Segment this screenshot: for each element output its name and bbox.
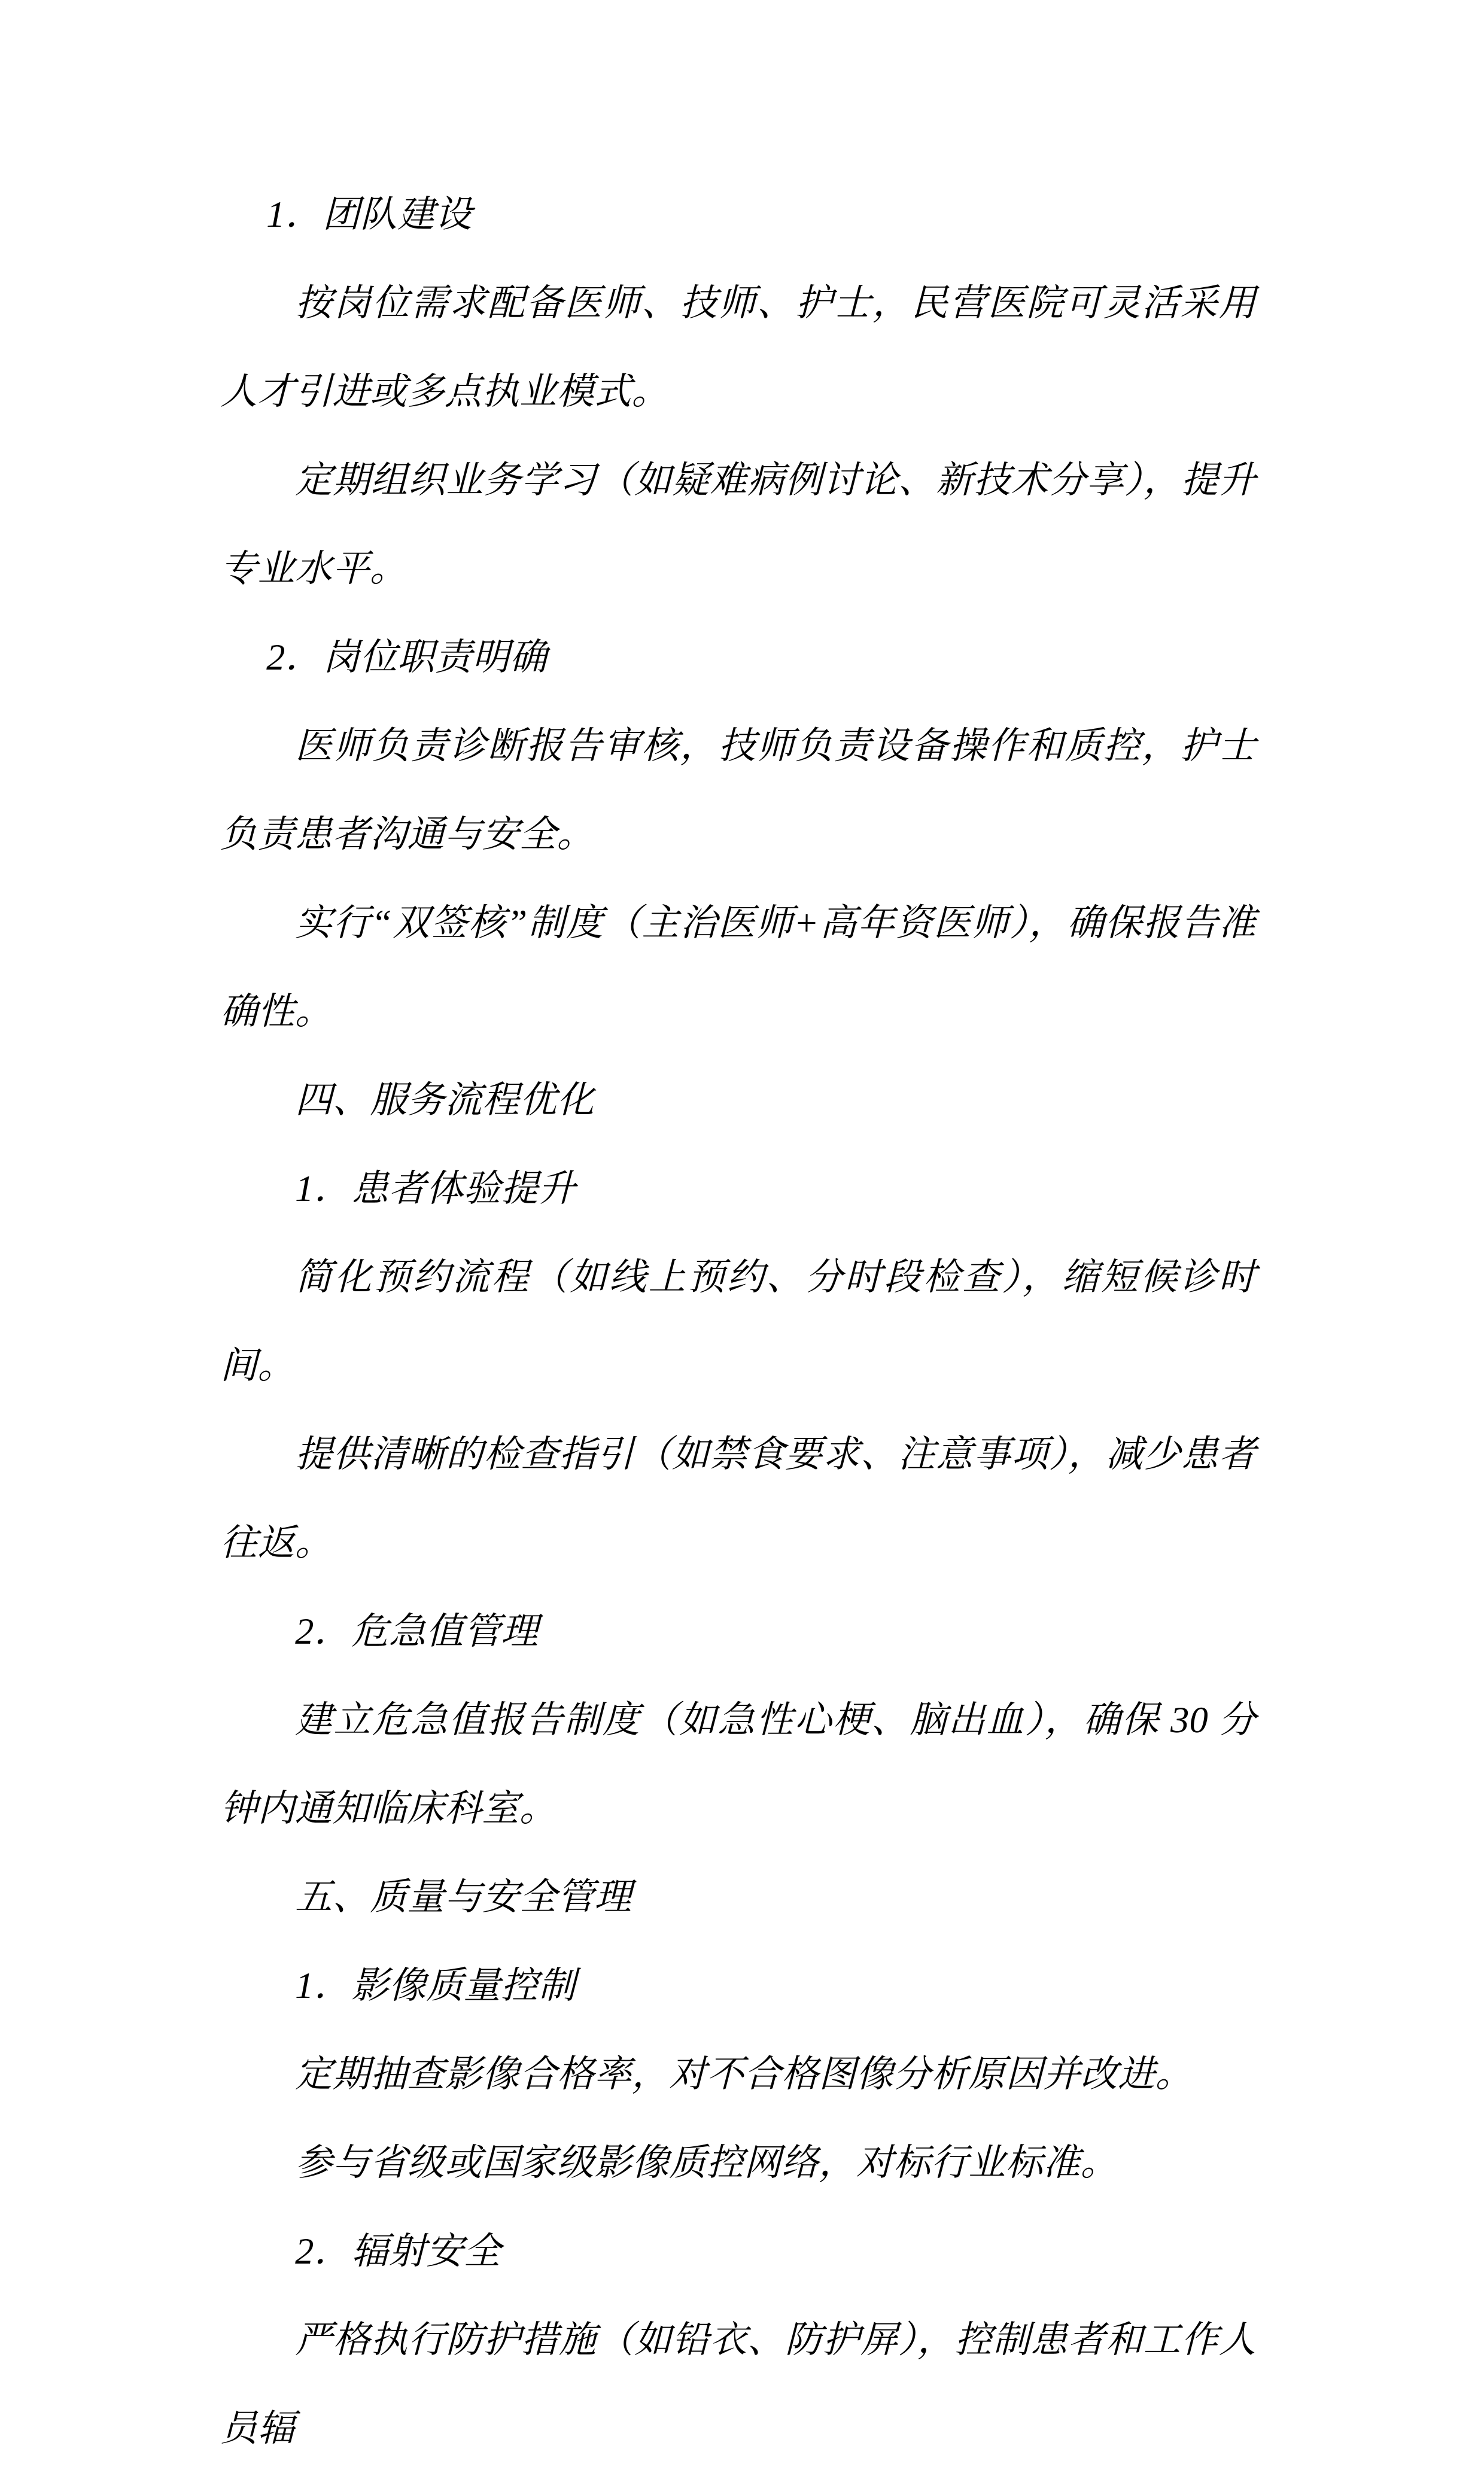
paragraph-radiation-protection: 严格执行防护措施（如铅衣、防护屏），控制患者和工作人员辐 [220, 2320, 1257, 2449]
paragraph-role-split: 医师负责诊断报告审核，技师负责设备操作和质控，护士负责患者沟通与安全。 [220, 726, 1257, 855]
heading-patient-experience: 1．患者体验提升 [295, 1169, 576, 1209]
heading-team-building: 1．团队建设 [266, 194, 473, 235]
paragraph-quality-sampling: 定期抽查影像合格率，对不合格图像分析原因并改进。 [295, 2054, 1193, 2095]
paragraph-staffing: 按岗位需求配备医师、技师、护士，民营医院可灵活采用人才引进或多点执业模式。 [220, 283, 1257, 412]
paragraph-critical-value-report: 建立危急值报告制度（如急性心梗、脑出血），确保 30 分钟内通知临床科室。 [220, 1700, 1257, 1829]
paragraph-qc-network: 参与省级或国家级影像质控网络，对标行业标准。 [295, 2143, 1118, 2183]
paragraph-training: 定期组织业务学习（如疑难病例讨论、新技术分享），提升专业水平。 [220, 460, 1257, 589]
heading-job-duties: 2．岗位职责明确 [266, 637, 548, 678]
paragraph-double-signature: 实行“双签核”制度（主治医师+高年资医师），确保报告准确性。 [220, 903, 1257, 1032]
paragraph-simplify-booking: 简化预约流程（如线上预约、分时段检查），缩短候诊时间。 [220, 1257, 1257, 1386]
heading-radiation-safety: 2．辐射安全 [295, 2231, 501, 2272]
heading-critical-value-management: 2．危急值管理 [295, 1611, 539, 1652]
heading-section-five-quality-safety: 五、质量与安全管理 [295, 1877, 632, 1918]
heading-image-quality-control: 1．影像质量控制 [295, 1966, 576, 2006]
heading-section-four-service-process: 四、服务流程优化 [295, 1080, 595, 1121]
paragraph-exam-guidance: 提供清晰的检查指引（如禁食要求、注意事项），减少患者往返。 [220, 1434, 1257, 1564]
document-body [221, 171, 1257, 2473]
